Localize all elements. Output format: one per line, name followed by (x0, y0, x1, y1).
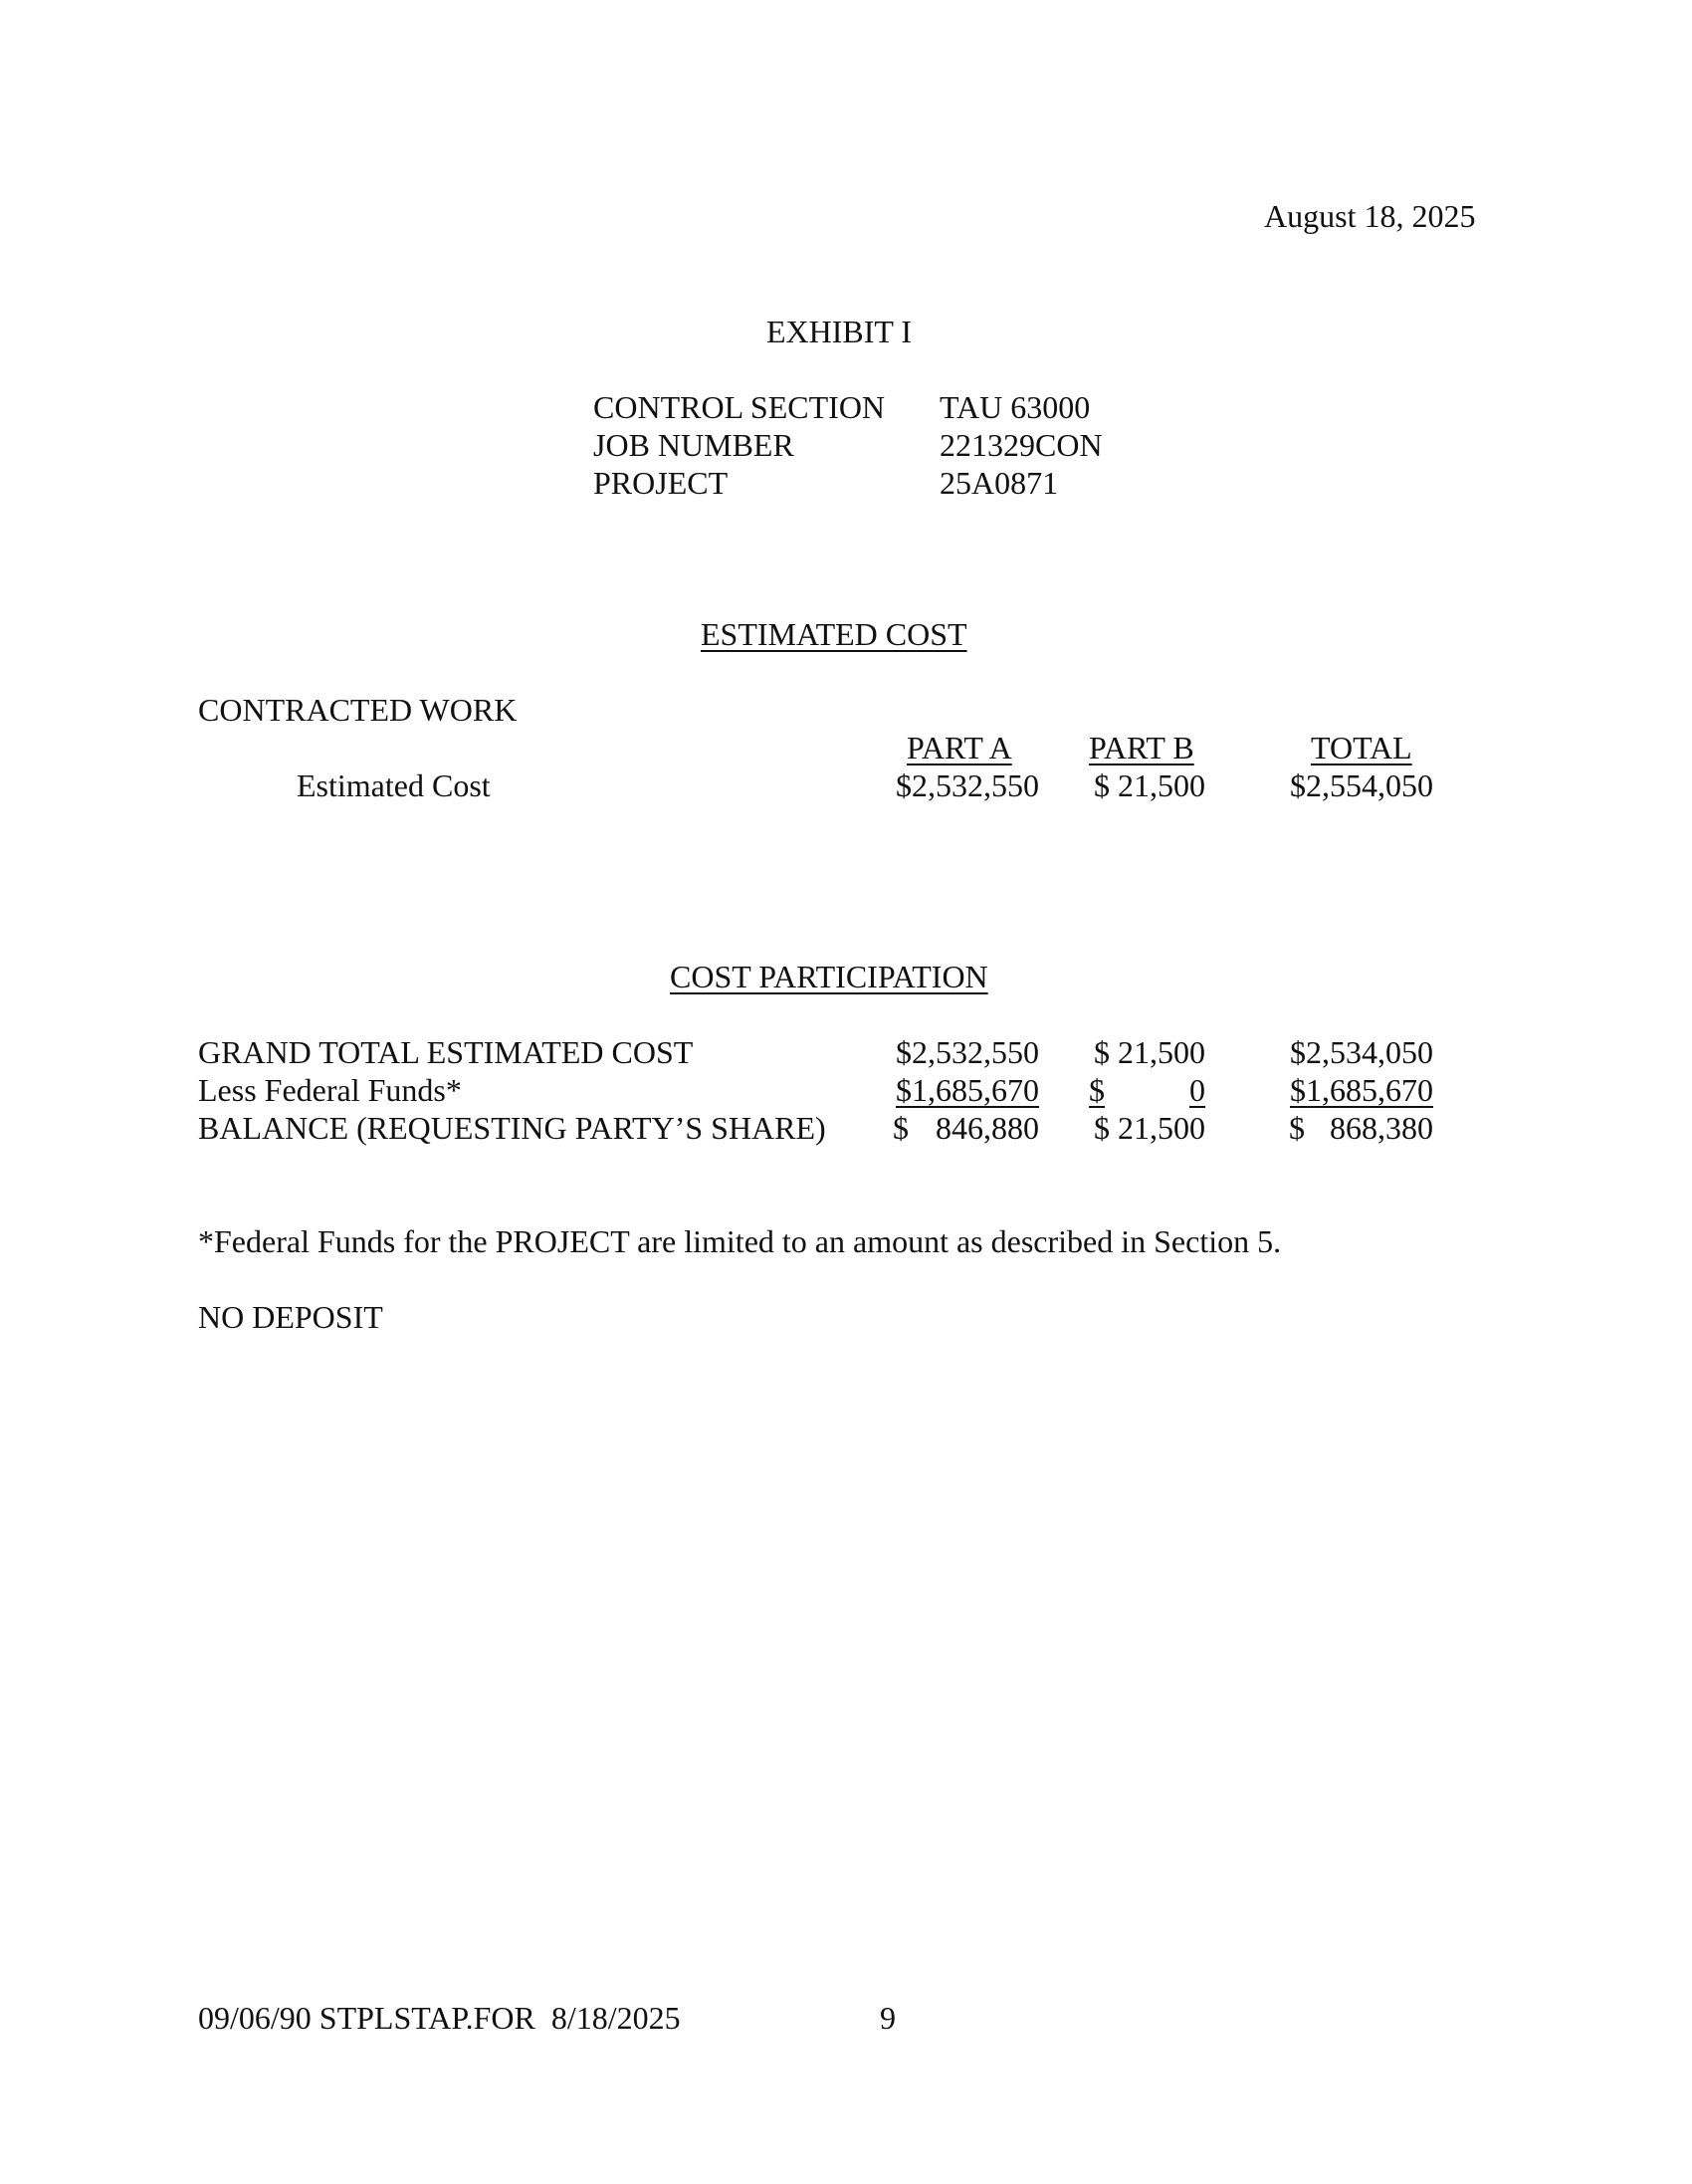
job-number-value: 221329CON (940, 427, 1103, 463)
estimated-cost-row-label: Estimated Cost (297, 767, 491, 803)
document-date: August 18, 2025 (1264, 198, 1476, 234)
page-number: 9 (880, 2000, 896, 2036)
federal-funds-part-a: $1,685,670 (896, 1072, 1039, 1108)
project-value: 25A0871 (940, 465, 1059, 501)
footer-document-id: 09/06/90 STPLSTAP.FOR 8/18/2025 (198, 2000, 681, 2036)
balance-part-b: $ 21,500 (1094, 1110, 1205, 1146)
estimated-cost-part-b: $ 21,500 (1094, 767, 1205, 803)
federal-funds-total: $1,685,670 (1290, 1072, 1433, 1108)
cost-participation-heading: COST PARTICIPATION (670, 959, 988, 994)
column-header-part-a: PART A (907, 730, 1012, 765)
control-section-value: TAU 63000 (940, 389, 1091, 425)
federal-funds-part-b-symbol: $ (1089, 1072, 1105, 1108)
job-number-label: JOB NUMBER (593, 427, 794, 463)
balance-part-a (893, 1109, 1039, 1147)
project-label: PROJECT (593, 465, 729, 501)
estimated-cost-heading: ESTIMATED COST (701, 616, 967, 652)
less-federal-funds-label: Less Federal Funds* (198, 1072, 462, 1108)
balance-total-value: 868,380 (1330, 1110, 1433, 1146)
contracted-work-label: CONTRACTED WORK (198, 692, 518, 728)
exhibit-title: EXHIBIT I (766, 314, 913, 349)
balance-part-a-symbol: $ (893, 1110, 909, 1146)
federal-funds-part-b-value: 0 (1189, 1072, 1205, 1108)
balance-total-symbol: $ (1289, 1110, 1305, 1146)
grand-total-part-b: $ 21,500 (1094, 1034, 1205, 1070)
grand-total-total: $2,534,050 (1290, 1034, 1433, 1070)
balance-label: BALANCE (REQUESTING PARTY’S SHARE) (198, 1110, 826, 1146)
column-header-total: TOTAL (1311, 730, 1412, 765)
deposit-note: NO DEPOSIT (198, 1299, 383, 1335)
column-header-part-b: PART B (1089, 730, 1194, 765)
balance-part-a-value: 846,880 (936, 1110, 1039, 1146)
federal-funds-footnote: *Federal Funds for the PROJECT are limited to an amount as described in Section 5. (198, 1223, 1282, 1259)
grand-total-label: GRAND TOTAL ESTIMATED COST (198, 1034, 694, 1070)
estimated-cost-part-a: $2,532,550 (896, 767, 1039, 803)
balance-total (1289, 1109, 1433, 1147)
estimated-cost-total: $2,554,050 (1290, 767, 1433, 803)
grand-total-part-a: $2,532,550 (896, 1034, 1039, 1070)
control-section-label: CONTROL SECTION (593, 389, 886, 425)
federal-funds-part-b (1089, 1071, 1205, 1109)
